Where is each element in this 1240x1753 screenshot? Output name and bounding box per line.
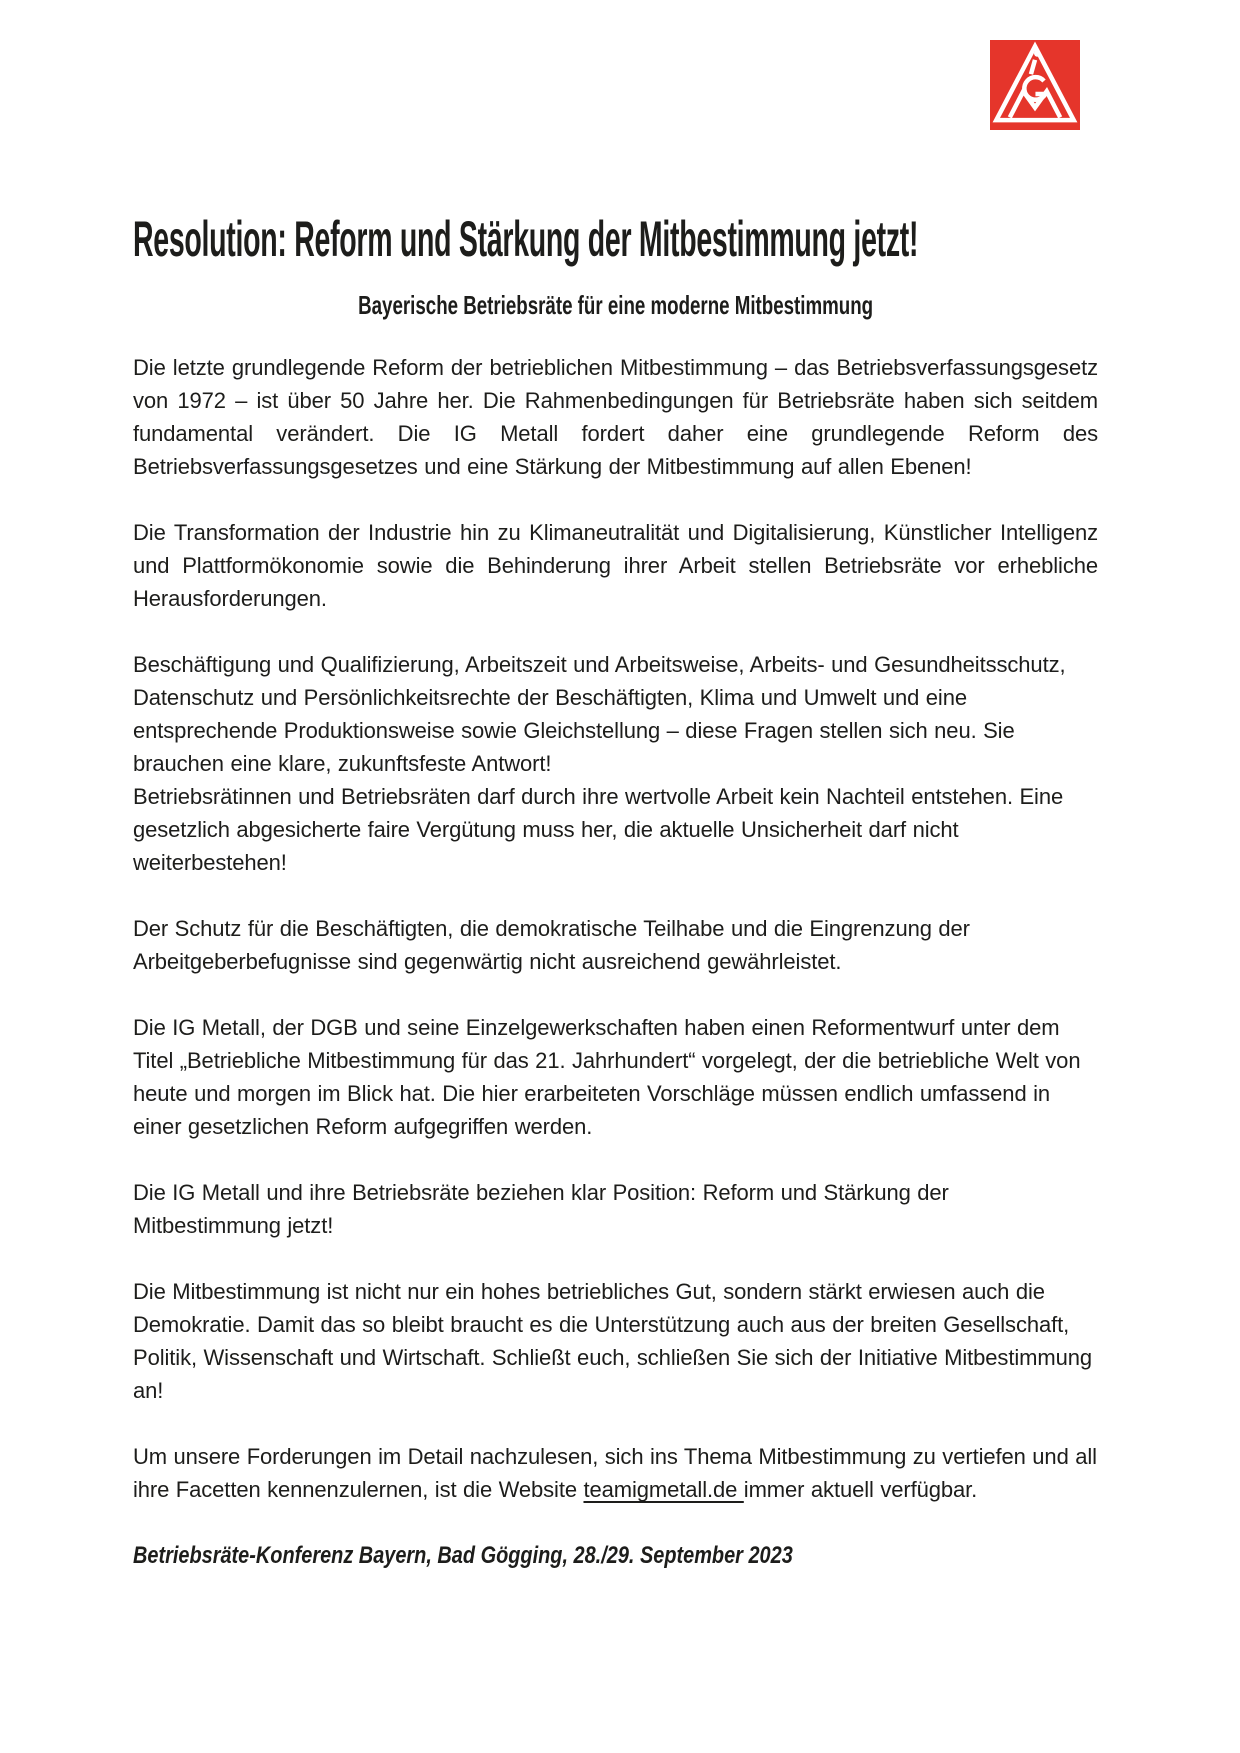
body-paragraph: Die IG Metall, der DGB und seine Einzelgewerkschaften haben einen Reformentwurf unter dem Titel „Betriebliche Mitbestimmung für das 21. Jahrhundert“ vorgelegt, der die betriebliche Welt von heute und morgen im Blick hat. Die hier erarbeiteten Vorschläge müssen endlich umfassend in einer gesetzlichen Reform aufgegriffen werden. — [133, 1015, 1081, 1140]
body-paragraph: Die Transformation der Industrie hin zu Klimaneutralität und Digitalisierung, Künstlicher Intelligenz und Plattformökonomie sowie die Behinderung ihrer Arbeit stellen Betriebsräte vor erhebliche Herausforderungen. — [133, 520, 1098, 612]
body-paragraph: Beschäftigung und Qualifizierung, Arbeitszeit und Arbeitsweise, Arbeits- und Gesundheitsschutz, Datenschutz und Persönlichkeitsrechte der Beschäftigten, Klima und Umwelt und eine entsprechende Produktionsweise sowie Gleichstellung – diese Fragen stellen sich neu. Sie brauchen eine klare, zukunftsfeste Antwort! Betriebsrätinnen und Betriebsräten darf durch ihre wertvolle Arbeit kein Nachteil entstehen. Eine gesetzlich abgesicherte faire Vergütung muss her, die aktuelle Unsicherheit darf nicht weiterbestehen! — [133, 652, 1066, 876]
footer-dateline — [133, 1542, 1098, 1570]
page-title: Resolution: Reform und Stärkung der Mitbestimmung jetzt! — [133, 211, 919, 267]
body-paragraph: Um unsere Forderungen im Detail nachzulesen, sich ins Thema Mitbestimmung zu vertiefen und all ihre Facetten kennenzulernen, ist die Website teamigmetall.de immer aktuell verfügbar. — [133, 1444, 1097, 1503]
body-paragraph: Die letzte grundlegende Reform der betrieblichen Mitbestimmung – das Betriebsverfassungsgesetz von 1972 – ist über 50 Jahre her. Die Rahmenbedingungen für Betriebsräte haben sich seitdem fundamental verändert. Die IG Metall fordert daher eine grundlegende Reform des Betriebsverfassungsgesetzes und eine Stärkung der Mitbestimmung auf allen Ebenen! — [133, 355, 1098, 480]
body-paragraphs — [133, 351, 1098, 1506]
footer-dateline-text: Betriebsräte-Konferenz Bayern, Bad Gögging, 28./29. September 2023 — [133, 1542, 793, 1570]
body-paragraph: Die IG Metall und ihre Betriebsräte beziehen klar Position: Reform und Stärkung der Mitbestimmung jetzt! — [133, 1180, 949, 1239]
page-subtitle-text: Bayerische Betriebsräte für eine moderne Mitbestimmung — [358, 290, 873, 320]
igm-triangle-icon — [990, 40, 1080, 130]
ig-metall-logo — [990, 40, 1080, 130]
body-paragraph: Die Mitbestimmung ist nicht nur ein hohes betriebliches Gut, sondern stärkt erwiesen auch die Demokratie. Damit das so bleibt braucht es die Unterstützung auch aus der breiten Gesellschaft, Politik, Wissenschaft und Wirtschaft. Schließt euch, schließen Sie sich der Initiative Mitbestimmung an! — [133, 1279, 1092, 1404]
teamigmetall-link[interactable]: teamigmetall.de — [583, 1477, 744, 1503]
body-paragraph: Der Schutz für die Beschäftigten, die demokratische Teilhabe und die Eingrenzung der Arbeitgeberbefugnisse sind gegenwärtig nicht ausreichend gewährleistet. — [133, 916, 970, 975]
page-subtitle — [133, 290, 1098, 321]
